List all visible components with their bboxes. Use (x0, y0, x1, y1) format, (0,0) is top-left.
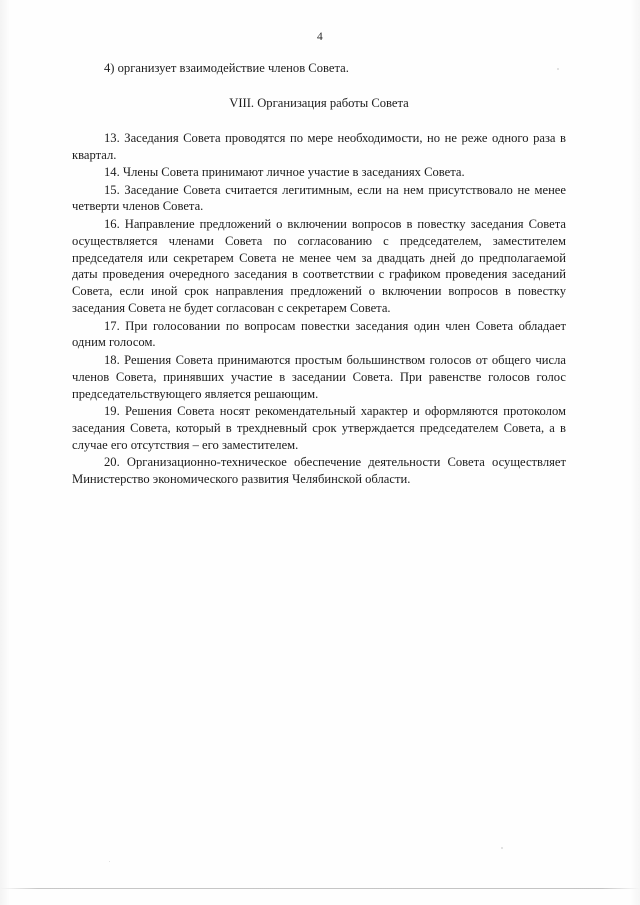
scan-speck (109, 861, 110, 862)
section-heading: VIII. Организация работы Совета (229, 95, 409, 110)
paragraph-17: 17. При голосовании по вопросам повестки заседания один член Совета обладает одним голосом. (72, 318, 566, 350)
page-left-shading (0, 0, 10, 905)
paragraph-13: 13. Заседания Совета проводятся по мере необходимости, но не реже одного раза в квартал. (72, 130, 566, 162)
paragraph-18: 18. Решения Совета принимаются простым большинством голосов от общего числа членов Совета, принявших участие в заседании Совета. При равенстве голосов голос председательствующего является решающим. (72, 352, 566, 401)
page-number: 4 (317, 31, 323, 43)
paragraph-16: 16. Направление предложений о включении вопросов в повестку заседания Совета осуществляется членами Совета по согласованию с председателем, заместителем председателя или секретарем Совета не менее чем за двадцать дней до предполагаемой даты проведения очередного заседания в соответствии с графиком проведения заседаний Совета, если иной срок направления предложений о включении вопросов в повестку заседания Совета не будет согласован с секретарем Совета. (72, 216, 566, 316)
paragraph-14: 14. Члены Совета принимают личное участие в заседаниях Совета. (104, 165, 465, 180)
paragraph-15: 15. Заседание Совета считается легитимным, если на нем присутствовало не менее четверти членов Совета. (72, 182, 566, 214)
page-bottom-edge (0, 888, 640, 889)
scan-speck (501, 847, 503, 849)
paragraph-20: 20. Организационно-техническое обеспечение деятельности Совета осуществляет Министерство экономического развития Челябинской области. (72, 455, 566, 486)
page-right-shading (630, 0, 640, 905)
scan-speck (557, 68, 559, 70)
paragraph-item-4: 4) организует взаимодействие членов Совета. (104, 61, 349, 75)
document-body (72, 60, 566, 488)
paragraph-19: 19. Решения Совета носят рекомендательный характер и оформляются протоколом заседания Совета, который в трехдневный срок утверждается председателем Совета, а в случае его отсутствия – его заместителем. (72, 403, 566, 452)
